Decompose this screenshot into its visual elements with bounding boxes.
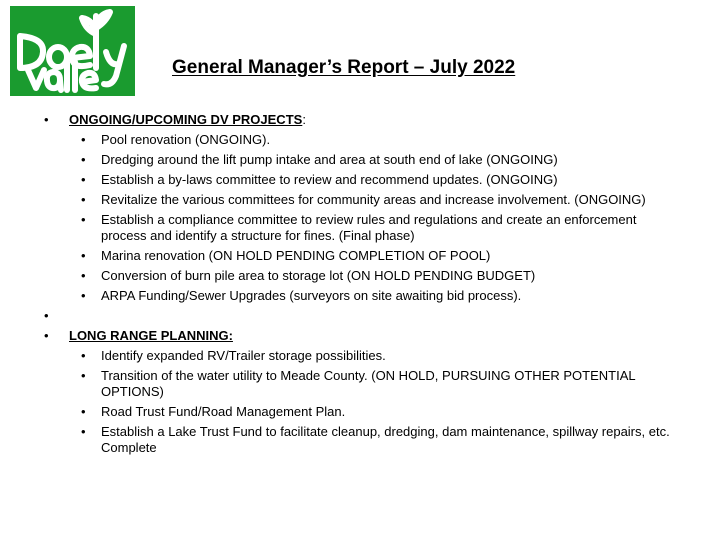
list-item-text: Establish a by-laws committee to review and recommend updates. (ONGOING) bbox=[101, 172, 558, 187]
long-range-planning-list bbox=[69, 348, 684, 456]
bullet: • bbox=[44, 308, 49, 323]
bullet: • bbox=[81, 152, 86, 167]
list-item-text: Marina renovation (ON HOLD PENDING COMPLETION OF POOL) bbox=[101, 248, 491, 263]
list-item bbox=[69, 288, 684, 304]
doe-valley-logo-icon bbox=[10, 6, 135, 96]
bullet: • bbox=[81, 172, 86, 187]
list-item-text: Identify expanded RV/Trailer storage possibilities. bbox=[101, 348, 386, 363]
section-title: ONGOING/UPCOMING DV PROJECTS bbox=[69, 112, 303, 127]
bullet: • bbox=[81, 212, 86, 227]
doe-valley-logo bbox=[10, 6, 135, 96]
section-ongoing-projects bbox=[44, 112, 684, 304]
list-item bbox=[69, 192, 684, 208]
list-item bbox=[69, 348, 684, 364]
bullet: • bbox=[81, 192, 86, 207]
list-item-text: Revitalize the various committees for community areas and increase involvement. (ONGOING) bbox=[101, 192, 646, 207]
list-item bbox=[69, 248, 684, 264]
ongoing-projects-list bbox=[69, 132, 684, 304]
bullet: • bbox=[81, 288, 86, 303]
bullet: • bbox=[81, 424, 86, 439]
section-empty bbox=[44, 308, 684, 324]
report-content bbox=[44, 112, 684, 460]
list-item bbox=[69, 424, 684, 456]
bullet: • bbox=[81, 248, 86, 263]
section-title-suffix: : bbox=[302, 112, 306, 127]
list-item bbox=[69, 268, 684, 284]
bullet: • bbox=[81, 368, 86, 383]
list-item bbox=[69, 172, 684, 188]
logo-text bbox=[10, 96, 11, 97]
list-item-text: Pool renovation (ONGOING). bbox=[101, 132, 271, 147]
bullet: • bbox=[81, 348, 86, 363]
list-item-text: ARPA Funding/Sewer Upgrades (surveyors on site awaiting bid process). bbox=[101, 288, 522, 303]
section-long-range-planning bbox=[44, 328, 684, 456]
list-item bbox=[69, 132, 684, 148]
list-item-text: Establish a compliance committee to review rules and regulations and create an enforcement process and identify a structure for fines. (Final phase) bbox=[101, 212, 637, 243]
page-title: General Manager’s Report – July 2022 bbox=[172, 57, 516, 78]
list-item bbox=[69, 368, 684, 400]
list-item bbox=[69, 212, 684, 244]
list-item bbox=[69, 152, 684, 168]
list-item-text: Dredging around the lift pump intake and area at south end of lake (ONGOING) bbox=[101, 152, 558, 167]
list-item-text: Road Trust Fund/Road Management Plan. bbox=[101, 404, 346, 419]
bullet: • bbox=[44, 328, 49, 343]
list-item-text: Conversion of burn pile area to storage lot (ON HOLD PENDING BUDGET) bbox=[101, 268, 536, 283]
bullet: • bbox=[81, 132, 86, 147]
bullet: • bbox=[81, 268, 86, 283]
list-item bbox=[69, 404, 684, 420]
list-item-text: Transition of the water utility to Meade County. (ON HOLD, PURSUING OTHER POTENTIAL OPTIONS) bbox=[101, 368, 636, 399]
bullet: • bbox=[81, 404, 86, 419]
section-title: LONG RANGE PLANNING: bbox=[69, 328, 233, 343]
bullet: • bbox=[44, 112, 49, 127]
list-item-text: Establish a Lake Trust Fund to facilitate cleanup, dredging, dam maintenance, spillway repairs, etc. Complete bbox=[101, 424, 670, 455]
